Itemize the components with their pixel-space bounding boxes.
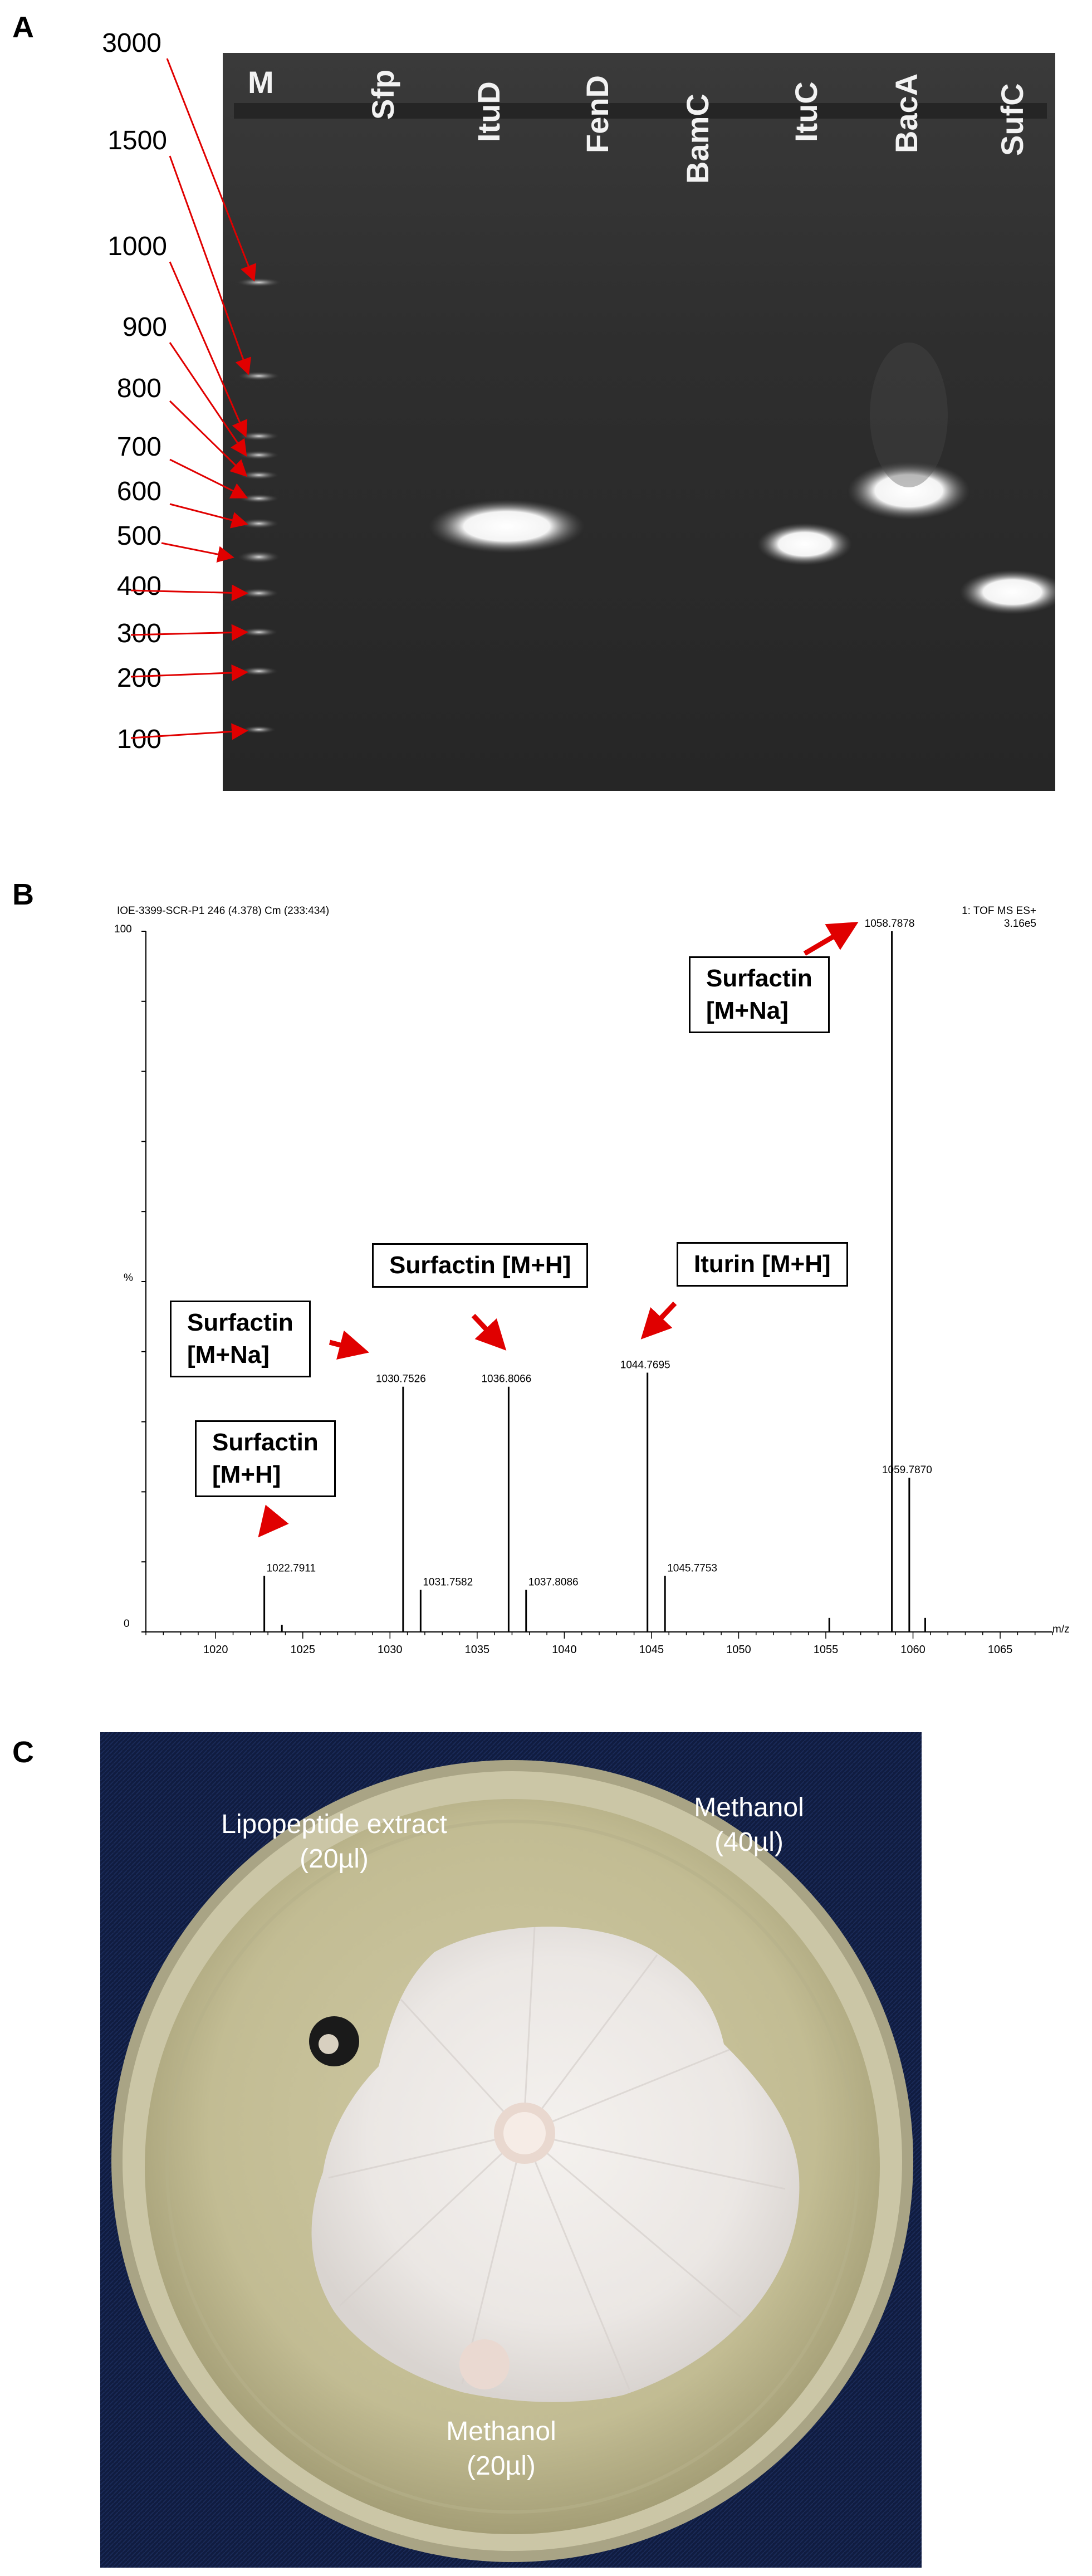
peak-label: 1036.8066 [481, 1373, 532, 1385]
label-line: Lipopeptide extract [221, 1810, 447, 1839]
spectrum-header-right-2: 3.16e5 [1003, 918, 1036, 930]
x-tick-label: 1045 [639, 1644, 664, 1656]
peak-label: 1022.7911 [266, 1562, 316, 1575]
peak-label: 1030.7526 [375, 1373, 426, 1385]
petri-dish-photo [100, 1732, 922, 2568]
ladder-label-900: 900 [122, 312, 167, 342]
label-line: Methanol [694, 1793, 804, 1822]
ladder-band [237, 278, 281, 287]
x-tick-label: 1020 [203, 1644, 228, 1656]
ladder-band [240, 667, 278, 676]
panel-a-letter: A [12, 11, 34, 44]
ladder-band [239, 494, 279, 503]
gel-image [223, 53, 1055, 791]
label-methanol-20 [412, 2414, 590, 2484]
x-tick-label: 1030 [378, 1644, 403, 1656]
lane-label-sufc: SufC [995, 83, 1030, 156]
lane-label-baca: BacA [889, 73, 924, 153]
ladder-band [238, 372, 280, 380]
panel-c-letter: C [12, 1736, 34, 1769]
label-line: (40µl) [714, 1827, 784, 1857]
ladder-label-500: 500 [116, 521, 161, 551]
peak-label: 1059.7870 [882, 1464, 932, 1477]
annotation-line: Surfactin [M+H] [389, 1252, 571, 1279]
band-itud [429, 500, 585, 553]
x-tick-label: 1025 [290, 1644, 316, 1656]
band-ituc [757, 523, 852, 565]
label-line: (20µl) [300, 1844, 369, 1874]
annotation-surfactin-na-1030 [170, 1301, 311, 1377]
lane-label-ituc: ItuC [789, 81, 824, 142]
x-tick-label: 1040 [552, 1644, 577, 1656]
label-line: (20µl) [467, 2451, 536, 2481]
x-tick-label: 1055 [813, 1644, 839, 1656]
ladder-label-100: 100 [116, 725, 161, 754]
label-line: Methanol [446, 2417, 556, 2446]
x-tick-label: 1060 [900, 1644, 925, 1656]
gel-bands [223, 53, 1055, 791]
spectrum-header-left: IOE-3399-SCR-P1 246 (4.378) Cm (233:434) [117, 905, 330, 917]
x-tick-label: 1065 [987, 1644, 1013, 1656]
ladder-band [242, 726, 276, 734]
peak-label: 1045.7753 [667, 1562, 718, 1575]
annotation-line: Iturin [M+H] [694, 1250, 831, 1278]
spectrum-plot [0, 891, 1092, 1688]
annotation-line: Surfactin [187, 1309, 293, 1336]
annotation-line: Surfactin [706, 965, 812, 992]
spectrum-header-right-1: 1: TOF MS ES+ [962, 905, 1036, 917]
annotation-line: [M+Na] [706, 997, 789, 1024]
ladder-label-700: 700 [116, 432, 161, 462]
lane-label-fend: FenD [580, 75, 615, 153]
ladder-label-600: 600 [116, 477, 161, 506]
ladder-label-200: 200 [116, 663, 161, 693]
ladder-label-300: 300 [116, 619, 161, 648]
methanol-20-well [459, 2339, 510, 2389]
lane-label-m: M [248, 65, 274, 100]
y-axis-top: 100 [114, 923, 132, 935]
y-axis-zero: 0 [124, 1618, 130, 1630]
x-axis-unit: m/z [1052, 1624, 1070, 1635]
peak-label: 1031.7582 [423, 1576, 473, 1588]
panel-b-letter: B [12, 878, 34, 911]
ladder-label-400: 400 [116, 571, 161, 601]
ladder-label-1000: 1000 [107, 232, 167, 261]
lane-label-sfp: Sfp [365, 69, 400, 120]
peak-label: 1044.7695 [620, 1359, 670, 1371]
ladder-band [239, 588, 279, 598]
x-tick-label: 1035 [464, 1644, 490, 1656]
ladder-band [238, 551, 280, 563]
annotation-iturin-h [677, 1242, 848, 1287]
label-methanol-40 [657, 1791, 841, 1860]
lane-label-bamc: BamC [680, 94, 715, 184]
annotation-surfactin-h-1022 [195, 1420, 336, 1497]
annotation-line: [M+H] [212, 1461, 281, 1488]
annotation-surfactin-na-main [689, 956, 830, 1033]
ladder-band [239, 471, 279, 480]
lane-label-itud: ItuD [471, 81, 506, 142]
label-lipopeptide-extract [178, 1807, 490, 1876]
ladder-band [240, 628, 278, 637]
ladder-band [239, 432, 279, 441]
peak-label: 1037.8086 [528, 1576, 579, 1588]
ladder-label-1500: 1500 [107, 126, 167, 155]
y-axis-mid: % [124, 1272, 133, 1284]
mass-spectrum [0, 891, 1092, 1688]
x-tick-label: 1050 [726, 1644, 751, 1656]
ladder-label-3000: 3000 [102, 28, 161, 58]
ladder-label-800: 800 [116, 374, 161, 403]
ladder-band [239, 519, 279, 529]
annotation-line: [M+Na] [187, 1341, 270, 1368]
ladder-band [239, 451, 279, 460]
peak-label: 1058.7878 [864, 918, 915, 930]
annotation-line: Surfactin [212, 1429, 319, 1456]
annotation-surfactin-h-1036 [372, 1243, 588, 1288]
